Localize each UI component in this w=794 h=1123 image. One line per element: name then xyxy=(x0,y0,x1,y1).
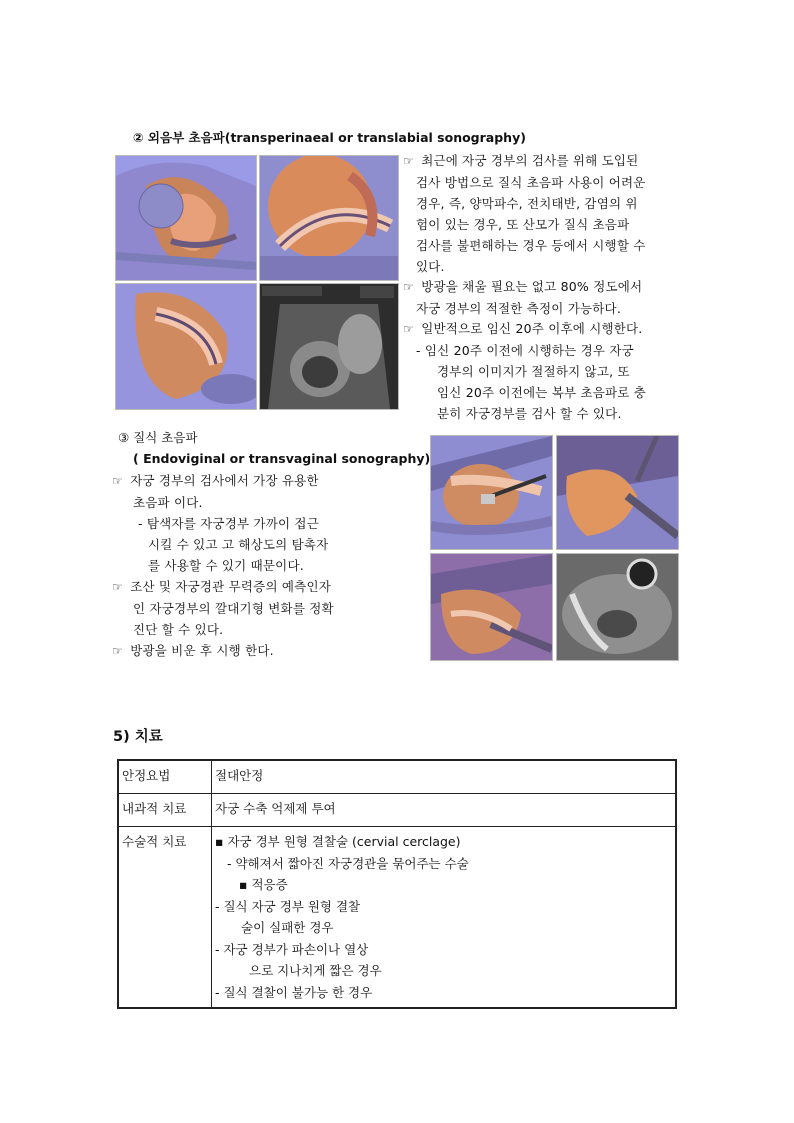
treatment-table xyxy=(117,759,677,1009)
section-2-bullet-1: ☞ 최근에 자궁 경부의 검사를 위해 도입된 검사 방법으로 질식 초음파 사용이 어려운 경우, 즉, 양막파수, 전치태반, 감염의 위 험이 있는 경우, 또 산모가 질식 초음파 검사를 불편해하는 경우 등에서 시행할 수 있다. xyxy=(403,153,646,274)
table-value: 절대안정 xyxy=(212,760,677,794)
pointing-hand-icon: ☞ xyxy=(403,280,414,294)
pointing-hand-icon: ☞ xyxy=(403,322,414,336)
table-key: 수술적 치료 xyxy=(118,827,212,1009)
table-row xyxy=(118,760,676,794)
table-key: 내과적 치료 xyxy=(118,794,212,827)
ultrasound-image xyxy=(259,283,399,410)
anatomy-diagram xyxy=(115,155,257,281)
treatment-heading: 5) 치료 xyxy=(113,729,163,745)
table-value: ▪ 자궁 경부 원형 결찰술 (cervial cerclage) - 약해져서 짧아진 자궁경관을 묶어주는 수술 ▪ 적응증 - 질식 자궁 경부 원형 결찰 술이 실패한 경우 - 자궁 경부가 파손이나 열상 으로 지나치게 짧은 경우 - 질식 결찰이 불가능 한 경우 xyxy=(212,827,677,1009)
section-3-bullet-2: ☞ 조산 및 자궁경관 무력증의 예측인자 인 자궁경부의 깔대기형 변화를 정확 진단 할 수 있다. xyxy=(112,579,334,637)
pointing-hand-icon: ☞ xyxy=(112,580,123,594)
ultrasound-image xyxy=(556,553,679,661)
table-value: 자궁 수축 억제제 투여 xyxy=(212,794,677,827)
table-row xyxy=(118,827,676,1009)
section-3-bullet-1: ☞ 자궁 경부의 검사에서 가장 유용한 초음파 이다. - 탐색자를 자궁경부 가까이 접근 시킬 수 있고 고 해상도의 탐촉자 를 사용할 수 있기 때문이다. xyxy=(112,473,329,573)
pointing-hand-icon: ☞ xyxy=(112,474,123,488)
anatomy-diagram xyxy=(259,155,399,281)
table-key: 안정요법 xyxy=(118,760,212,794)
section-3-bullet-3: ☞ 방광을 비운 후 시행 한다. xyxy=(112,640,274,662)
section-2-heading: ② 외음부 초음파(transperinaeal or translabial sonography) xyxy=(133,130,526,145)
pointing-hand-icon: ☞ xyxy=(112,644,123,658)
anatomy-diagram xyxy=(115,283,257,410)
table-row xyxy=(118,794,676,827)
anatomy-diagram xyxy=(556,435,679,550)
section-3-subheading: ( Endoviginal or transvaginal sonography) xyxy=(133,451,431,466)
section-2-bullet-3: ☞ 일반적으로 임신 20주 이후에 시행한다. - 임신 20주 이전에 시행하는 경우 자궁 경부의 이미지가 절절하지 않고, 또 임신 20주 이전에는 복부 초음파로 충 분히 자궁경부를 검사 할 수 있다. xyxy=(403,321,647,421)
section-2-bullet-2: ☞ 방광을 채울 필요는 없고 80% 정도에서 자궁 경부의 적절한 측정이 가능하다. xyxy=(403,279,643,316)
anatomy-diagram xyxy=(430,553,553,661)
section-3-heading: ③ 질식 초음파 xyxy=(118,430,198,445)
anatomy-diagram xyxy=(430,435,553,550)
pointing-hand-icon: ☞ xyxy=(403,154,414,168)
